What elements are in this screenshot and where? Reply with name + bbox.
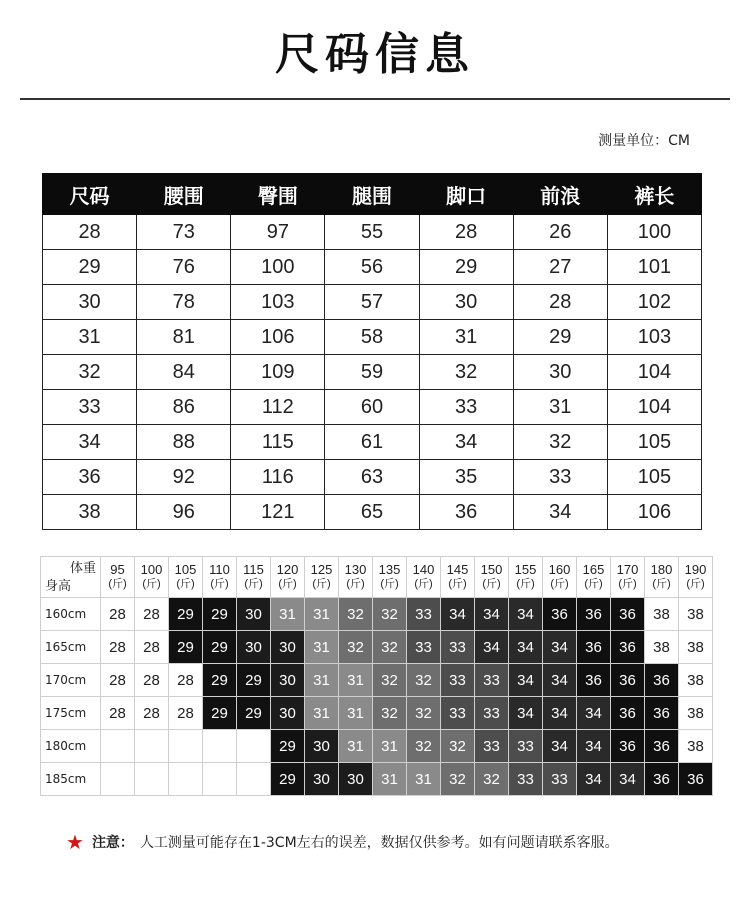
size-cell: 33 — [513, 460, 607, 495]
recommend-cell: 32 — [339, 631, 373, 664]
recommend-cell: 36 — [543, 598, 577, 631]
recommend-cell — [101, 730, 135, 763]
recommend-cell: 29 — [169, 631, 203, 664]
recommend-cell: 29 — [203, 697, 237, 730]
recommend-row — [41, 697, 713, 730]
recommend-cell: 29 — [271, 763, 305, 796]
recommend-cell: 33 — [543, 763, 577, 796]
size-cell: 116 — [231, 460, 325, 495]
weight-unit: (斤) — [278, 578, 297, 590]
weight-value: 115 — [243, 562, 264, 577]
recommend-cell: 28 — [135, 631, 169, 664]
recommend-cell: 28 — [135, 664, 169, 697]
recommend-cell: 34 — [509, 697, 543, 730]
size-cell: 55 — [325, 215, 419, 250]
height-axis-label: 身高 — [45, 578, 72, 593]
height-label: 185cm — [41, 763, 101, 796]
size-cell: 104 — [607, 355, 701, 390]
weight-header-cell — [679, 557, 713, 598]
size-cell: 81 — [137, 320, 231, 355]
weight-unit: (斤) — [244, 578, 263, 590]
weight-header-cell — [645, 557, 679, 598]
recommend-cell: 34 — [543, 631, 577, 664]
recommend-cell: 30 — [271, 631, 305, 664]
size-cell: 106 — [607, 495, 701, 530]
recommend-cell: 34 — [577, 697, 611, 730]
size-table-header — [43, 174, 702, 215]
recommend-cell: 34 — [509, 631, 543, 664]
size-table-row — [43, 460, 702, 495]
weight-header-cell — [373, 557, 407, 598]
recommend-cell: 32 — [407, 730, 441, 763]
size-cell: 56 — [325, 250, 419, 285]
recommend-cell — [203, 763, 237, 796]
recommend-row — [41, 598, 713, 631]
recommend-cell — [237, 730, 271, 763]
recommend-cell — [169, 763, 203, 796]
recommend-header-row — [41, 557, 713, 598]
recommend-cell — [135, 730, 169, 763]
recommend-cell: 36 — [645, 763, 679, 796]
weight-value: 190 — [684, 562, 707, 577]
recommend-cell: 29 — [237, 697, 271, 730]
weight-header-cell — [543, 557, 577, 598]
recommend-cell: 36 — [611, 697, 645, 730]
size-cell: 115 — [231, 425, 325, 460]
size-cell: 63 — [325, 460, 419, 495]
recommend-row — [41, 664, 713, 697]
size-cell: 101 — [607, 250, 701, 285]
size-recommend-table — [40, 556, 713, 796]
size-cell: 36 — [419, 495, 513, 530]
recommend-cell: 29 — [203, 631, 237, 664]
recommend-cell: 30 — [237, 631, 271, 664]
size-cell: 103 — [607, 320, 701, 355]
recommend-cell: 38 — [679, 730, 713, 763]
recommend-row — [41, 631, 713, 664]
size-cell: 32 — [419, 355, 513, 390]
recommend-cell: 36 — [577, 664, 611, 697]
size-cell: 28 — [419, 215, 513, 250]
size-cell: 92 — [137, 460, 231, 495]
size-cell: 100 — [231, 250, 325, 285]
size-table-row — [43, 390, 702, 425]
recommend-cell: 34 — [543, 697, 577, 730]
recommend-cell: 38 — [679, 697, 713, 730]
size-cell: 59 — [325, 355, 419, 390]
recommend-cell: 30 — [271, 697, 305, 730]
size-header-cell: 臀围 — [231, 174, 325, 215]
recommend-cell: 31 — [407, 763, 441, 796]
recommend-cell: 34 — [441, 598, 475, 631]
size-cell: 57 — [325, 285, 419, 320]
recommend-cell — [237, 763, 271, 796]
size-cell: 27 — [513, 250, 607, 285]
size-table-body — [43, 215, 702, 530]
size-cell: 121 — [231, 495, 325, 530]
recommend-cell: 38 — [679, 664, 713, 697]
weight-unit: (斤) — [652, 578, 671, 590]
weight-header-cell — [271, 557, 305, 598]
recommend-cell: 30 — [305, 730, 339, 763]
size-header-cell: 腰围 — [137, 174, 231, 215]
weight-unit: (斤) — [584, 578, 603, 590]
recommend-cell: 36 — [611, 598, 645, 631]
recommend-cell: 31 — [339, 730, 373, 763]
recommend-corner — [41, 557, 101, 598]
recommend-cell: 32 — [441, 763, 475, 796]
weight-unit: (斤) — [550, 578, 569, 590]
size-cell: 30 — [513, 355, 607, 390]
recommend-cell: 34 — [509, 664, 543, 697]
size-cell: 112 — [231, 390, 325, 425]
weight-unit: (斤) — [618, 578, 637, 590]
weight-value: 125 — [310, 562, 333, 577]
recommend-cell: 36 — [577, 631, 611, 664]
size-table-row — [43, 285, 702, 320]
height-label: 180cm — [41, 730, 101, 763]
weight-value: 160 — [548, 562, 571, 577]
recommend-cell: 30 — [237, 598, 271, 631]
size-header-cell: 腿围 — [325, 174, 419, 215]
size-cell: 32 — [513, 425, 607, 460]
recommend-cell: 36 — [645, 697, 679, 730]
weight-header-cell — [203, 557, 237, 598]
size-recommend-body — [41, 557, 713, 796]
size-cell: 36 — [43, 460, 137, 495]
recommend-cell: 32 — [373, 697, 407, 730]
weight-unit: (斤) — [380, 578, 399, 590]
recommend-cell: 31 — [373, 763, 407, 796]
size-cell: 106 — [231, 320, 325, 355]
recommend-cell: 33 — [441, 664, 475, 697]
recommend-cell: 32 — [339, 598, 373, 631]
weight-header-cell — [339, 557, 373, 598]
weight-value: 170 — [616, 562, 639, 577]
recommend-cell: 38 — [645, 598, 679, 631]
recommend-cell: 33 — [475, 697, 509, 730]
recommend-cell: 28 — [135, 697, 169, 730]
size-cell: 60 — [325, 390, 419, 425]
recommend-cell: 28 — [101, 697, 135, 730]
weight-unit: (斤) — [210, 578, 229, 590]
weight-unit: (斤) — [414, 578, 433, 590]
weight-unit: (斤) — [686, 578, 705, 590]
weight-value: 140 — [412, 562, 435, 577]
recommend-cell: 36 — [611, 664, 645, 697]
unit-label: 测量单位：CM — [598, 133, 690, 149]
recommend-cell: 34 — [543, 730, 577, 763]
size-cell: 28 — [43, 215, 137, 250]
recommend-cell: 38 — [679, 598, 713, 631]
size-cell: 29 — [43, 250, 137, 285]
size-header-cell: 尺码 — [43, 174, 137, 215]
size-cell: 73 — [137, 215, 231, 250]
weight-value: 135 — [378, 562, 401, 577]
size-table-row — [43, 250, 702, 285]
weight-axis-label: 体重 — [69, 560, 96, 575]
size-cell: 109 — [231, 355, 325, 390]
note-text: 人工测量可能存在1-3CM左右的误差，数据仅供参考。如有问题请联系客服。 — [139, 835, 619, 851]
recommend-cell — [169, 730, 203, 763]
recommend-cell — [101, 763, 135, 796]
recommend-cell: 36 — [577, 598, 611, 631]
recommend-cell: 36 — [679, 763, 713, 796]
recommend-cell: 32 — [441, 730, 475, 763]
size-cell: 84 — [137, 355, 231, 390]
recommend-cell: 34 — [611, 763, 645, 796]
recommend-cell: 31 — [339, 664, 373, 697]
recommend-cell: 36 — [645, 664, 679, 697]
weight-value: 100 — [140, 562, 163, 577]
weight-header-cell — [577, 557, 611, 598]
recommend-cell: 30 — [271, 664, 305, 697]
weight-unit: (斤) — [482, 578, 501, 590]
recommend-cell: 34 — [509, 598, 543, 631]
size-cell: 86 — [137, 390, 231, 425]
star-icon: ★ — [66, 830, 84, 854]
recommend-cell: 31 — [305, 598, 339, 631]
height-label: 160cm — [41, 598, 101, 631]
recommend-row — [41, 730, 713, 763]
recommend-cell: 31 — [271, 598, 305, 631]
size-cell: 97 — [231, 215, 325, 250]
weight-unit: (斤) — [176, 578, 195, 590]
size-cell: 38 — [43, 495, 137, 530]
height-label: 170cm — [41, 664, 101, 697]
recommend-cell: 33 — [475, 730, 509, 763]
recommend-cell: 31 — [373, 730, 407, 763]
weight-header-cell — [135, 557, 169, 598]
recommend-cell: 30 — [305, 763, 339, 796]
weight-value: 105 — [174, 562, 197, 577]
weight-unit: (斤) — [108, 578, 127, 590]
recommend-cell: 34 — [475, 631, 509, 664]
weight-header-cell — [611, 557, 645, 598]
size-cell: 88 — [137, 425, 231, 460]
recommend-cell: 31 — [305, 631, 339, 664]
recommend-row — [41, 763, 713, 796]
recommend-cell: 29 — [203, 598, 237, 631]
recommend-cell: 33 — [407, 598, 441, 631]
weight-unit: (斤) — [312, 578, 331, 590]
weight-value: 120 — [276, 562, 299, 577]
weight-value: 130 — [344, 562, 367, 577]
recommend-cell: 38 — [645, 631, 679, 664]
weight-header-cell — [169, 557, 203, 598]
size-header-cell: 前浪 — [513, 174, 607, 215]
recommend-cell: 29 — [271, 730, 305, 763]
size-cell: 105 — [607, 460, 701, 495]
recommend-cell: 34 — [543, 664, 577, 697]
weight-value: 95 — [110, 562, 125, 577]
recommend-cell: 31 — [305, 697, 339, 730]
size-cell: 102 — [607, 285, 701, 320]
size-cell: 65 — [325, 495, 419, 530]
size-header-cell: 脚口 — [419, 174, 513, 215]
recommend-cell: 33 — [509, 730, 543, 763]
recommend-cell: 29 — [203, 664, 237, 697]
note-label: 注意： — [91, 835, 134, 851]
size-cell: 32 — [43, 355, 137, 390]
weight-header-cell — [305, 557, 339, 598]
weight-unit: (斤) — [346, 578, 365, 590]
size-cell: 76 — [137, 250, 231, 285]
recommend-cell: 28 — [101, 664, 135, 697]
recommend-cell: 32 — [373, 598, 407, 631]
recommend-cell: 38 — [679, 631, 713, 664]
recommend-cell: 34 — [475, 598, 509, 631]
height-label: 165cm — [41, 631, 101, 664]
recommend-cell: 36 — [611, 730, 645, 763]
size-cell: 96 — [137, 495, 231, 530]
weight-value: 180 — [650, 562, 673, 577]
recommend-cell: 36 — [645, 730, 679, 763]
size-cell: 34 — [419, 425, 513, 460]
weight-header-cell — [101, 557, 135, 598]
size-table-row — [43, 320, 702, 355]
recommend-cell: 36 — [611, 631, 645, 664]
size-cell: 35 — [419, 460, 513, 495]
recommend-cell: 31 — [339, 697, 373, 730]
weight-unit: (斤) — [516, 578, 535, 590]
size-cell: 29 — [513, 320, 607, 355]
size-cell: 78 — [137, 285, 231, 320]
size-table-row — [43, 495, 702, 530]
weight-header-cell — [475, 557, 509, 598]
recommend-cell: 32 — [407, 697, 441, 730]
weight-header-cell — [509, 557, 543, 598]
recommend-cell: 32 — [373, 631, 407, 664]
weight-header-cell — [237, 557, 271, 598]
size-cell: 58 — [325, 320, 419, 355]
recommend-cell: 34 — [577, 763, 611, 796]
recommend-cell: 29 — [237, 664, 271, 697]
size-cell: 31 — [513, 390, 607, 425]
weight-value: 155 — [514, 562, 537, 577]
size-cell: 104 — [607, 390, 701, 425]
size-cell: 34 — [43, 425, 137, 460]
recommend-cell: 30 — [339, 763, 373, 796]
size-table-row — [43, 215, 702, 250]
size-cell: 33 — [43, 390, 137, 425]
size-cell: 28 — [513, 285, 607, 320]
size-cell: 103 — [231, 285, 325, 320]
recommend-cell: 29 — [169, 598, 203, 631]
weight-unit: (斤) — [142, 578, 161, 590]
size-table-row — [43, 355, 702, 390]
size-cell: 31 — [43, 320, 137, 355]
recommend-cell: 28 — [169, 697, 203, 730]
recommend-cell — [203, 730, 237, 763]
measurement-note — [66, 830, 619, 854]
recommend-cell: 34 — [577, 730, 611, 763]
size-header-cell: 裤长 — [607, 174, 701, 215]
weight-header-cell — [441, 557, 475, 598]
weight-value: 110 — [209, 562, 230, 577]
size-cell: 33 — [419, 390, 513, 425]
recommend-cell: 32 — [475, 763, 509, 796]
weight-header-cell — [407, 557, 441, 598]
recommend-cell: 32 — [373, 664, 407, 697]
size-cell: 29 — [419, 250, 513, 285]
size-cell: 26 — [513, 215, 607, 250]
recommend-cell: 33 — [441, 631, 475, 664]
recommend-cell — [135, 763, 169, 796]
recommend-cell: 33 — [475, 664, 509, 697]
recommend-cell: 28 — [101, 631, 135, 664]
weight-unit: (斤) — [448, 578, 467, 590]
weight-value: 150 — [480, 562, 503, 577]
recommend-cell: 32 — [407, 664, 441, 697]
size-cell: 105 — [607, 425, 701, 460]
recommend-cell: 33 — [441, 697, 475, 730]
size-table — [42, 173, 702, 530]
height-label: 175cm — [41, 697, 101, 730]
recommend-cell: 33 — [407, 631, 441, 664]
size-cell: 100 — [607, 215, 701, 250]
page-title: 尺码信息 — [275, 29, 475, 80]
size-cell: 30 — [43, 285, 137, 320]
recommend-cell: 28 — [169, 664, 203, 697]
size-cell: 34 — [513, 495, 607, 530]
size-cell: 61 — [325, 425, 419, 460]
size-cell: 30 — [419, 285, 513, 320]
recommend-cell: 28 — [101, 598, 135, 631]
recommend-cell: 33 — [509, 763, 543, 796]
weight-value: 145 — [446, 562, 469, 577]
recommend-cell: 28 — [135, 598, 169, 631]
size-table-row — [43, 425, 702, 460]
weight-value: 165 — [582, 562, 605, 577]
size-cell: 31 — [419, 320, 513, 355]
recommend-cell: 31 — [305, 664, 339, 697]
title-divider — [20, 98, 730, 100]
